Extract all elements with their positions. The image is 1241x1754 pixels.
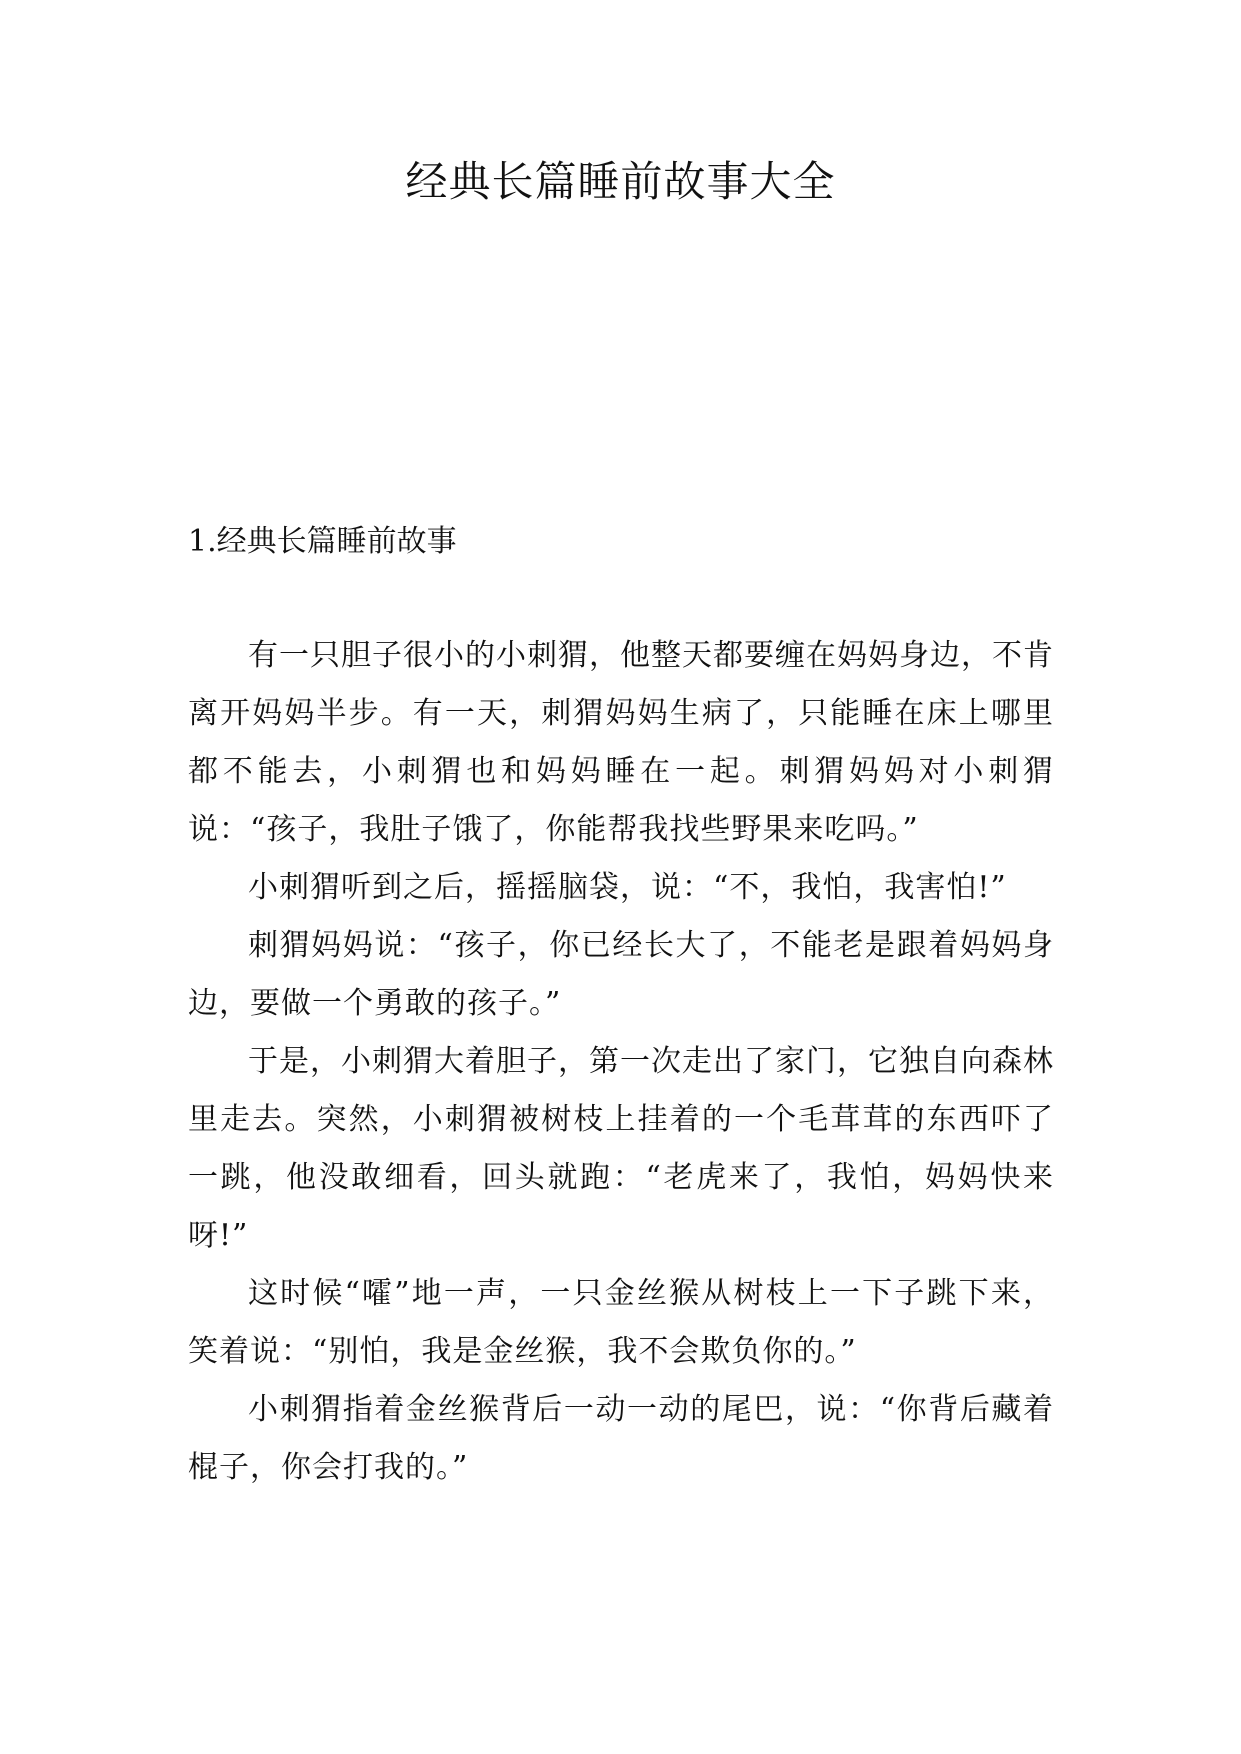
story-paragraph: 小刺猬听到之后，摇摇脑袋，说：“不，我怕，我害怕!” <box>248 870 1007 905</box>
story-paragraph: 刺猬妈妈说：“孩子，你已经长大了，不能老是跟着妈妈身边，要做一个勇敢的孩子。” <box>188 928 1054 1021</box>
story-paragraph: 这时候“嚯”地一声，一只金丝猴从树枝上一下子跳下来，笑着说：“别怕，我是金丝猴，我不会欺负你的。” <box>188 1276 1054 1369</box>
story-body <box>188 627 1054 1497</box>
story-paragraph: 于是，小刺猬大着胆子，第一次走出了家门，它独自向森林里走去。突然，小刺猬被树枝上挂着的一个毛茸茸的东西吓了一跳，他没敢细看，回头就跑：“老虎来了，我怕，妈妈快来呀!” <box>188 1044 1054 1253</box>
document-title: 经典长篇睡前故事大全 <box>405 157 836 206</box>
story-paragraph: 小刺猬指着金丝猴背后一动一动的尾巴，说：“你背后藏着棍子，你会打我的。” <box>188 1392 1054 1485</box>
story-paragraph: 有一只胆子很小的小刺猬，他整天都要缠在妈妈身边，不肯离开妈妈半步。有一天，刺猬妈妈生病了，只能睡在床上哪里都不能去，小刺猬也和妈妈睡在一起。刺猬妈妈对小刺猬说：“孩子，我肚子饿了，你能帮我找些野果来吃吗。” <box>188 638 1054 847</box>
section-heading: 1.经典长篇睡前故事 <box>188 524 457 559</box>
